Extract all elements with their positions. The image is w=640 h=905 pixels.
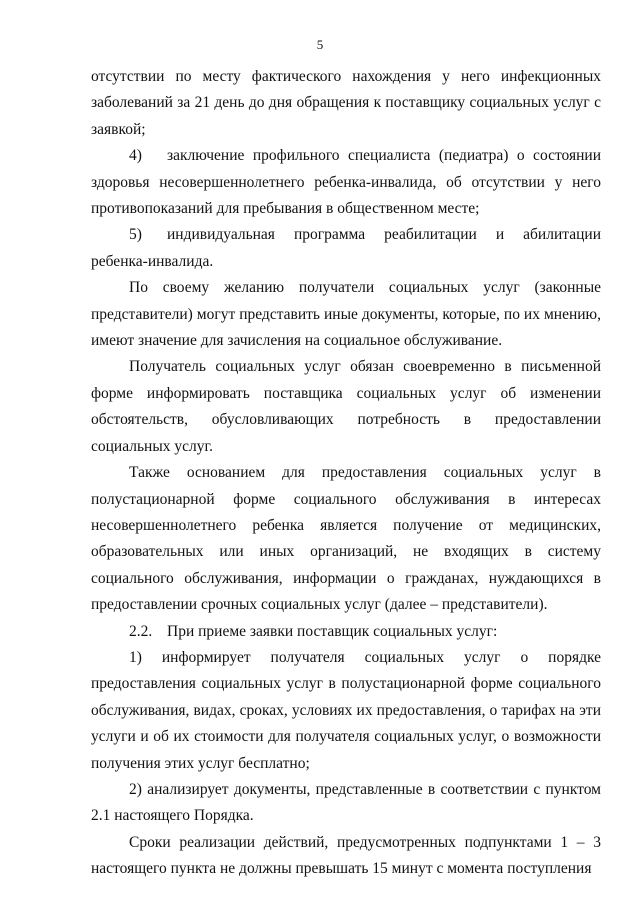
paragraph: Получатель социальных услуг обязан своевременно в письменной форме информировать поставщика социальных услуг об изменении обстоятельств, обусловливающих потребность в предоставлении социальных услуг. — [91, 358, 601, 455]
section-number: 2.2. — [129, 622, 153, 640]
paragraph: По своему желанию получатели социальных услуг (законные представители) могут представить иные документы, которые, по их мнению, имеют значение для зачисления на социальное обслуживание. — [91, 279, 601, 350]
item-number: 4) — [129, 147, 142, 165]
section-text: При приеме заявки поставщик социальных услуг: — [167, 622, 498, 640]
paragraph: 2) анализирует документы, представленные в соответствии с пунктом 2.1 настоящего Порядка. — [91, 780, 601, 825]
paragraph: Сроки реализации действий, предусмотренных подпунктами 1 – 3 настоящего пункта не должны превышать 15 минут с момента поступления — [91, 833, 601, 878]
section-heading — [91, 619, 601, 645]
item-text: заключение профильного специалиста (педиатра) о состоянии здоровья несовершеннолетнего ребенка-инвалида, об отсутствии у него противопоказаний для пребывания в общественном месте; — [91, 147, 601, 218]
numbered-item — [91, 222, 601, 275]
item-text: индивидуальная программа реабилитации и абилитации ребенка-инвалида. — [91, 226, 601, 270]
numbered-item — [91, 143, 601, 222]
paragraph: 1) информирует получателя социальных услуг о порядке предоставления социальных услуг в полустационарной форме социального обслуживания, видах, сроках, условиях их предоставления, о тарифах на эти услуги и об их стоимости для получателя социальных услуг, о возможности получения этих услуг бесплатно; — [91, 648, 601, 772]
paragraph: Также основанием для предоставления социальных услуг в полустационарной форме социального обслуживания в интересах несовершеннолетнего ребенка является получение от медицинских, образовательных или иных организаций, не входящих в систему социального обслуживания, информации о гражданах, нуждающихся в предоставлении срочных социальных услуг (далее – представители). — [91, 464, 601, 614]
paragraph: отсутствии по месту фактического нахождения у него инфекционных заболеваний за 21 день до дня обращения к поставщику социальных услуг с заявкой; — [91, 68, 601, 138]
item-number: 5) — [129, 226, 142, 244]
document-body — [91, 64, 601, 883]
page-number: 5 — [316, 37, 324, 52]
